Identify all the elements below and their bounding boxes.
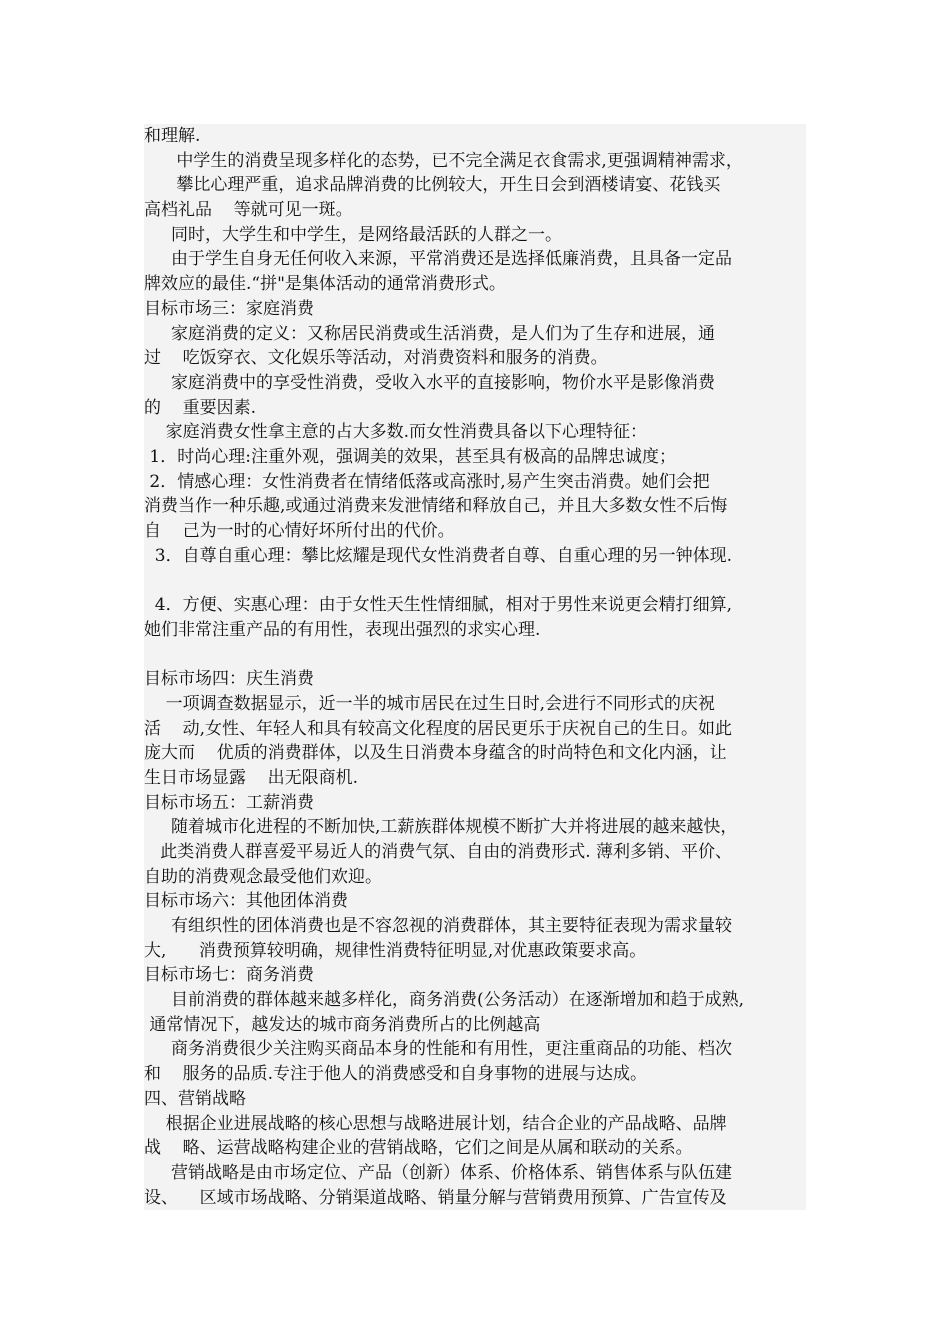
text-line: 庞大而 优质的消费群体，以及生日消费本身蕴含的时尚特色和文化内涵，让 [144,743,727,764]
blank-line [144,568,806,593]
text-line: 高档礼品 等就可见一斑。 [144,200,353,221]
text-line: 的 重要因素. [144,397,257,418]
text-line: 通常情况下，越发达的城市商务消费所占的比例越高 [144,1014,541,1035]
text-line: 家庭消费的定义：又称居民消费或生活消费，是人们为了生存和进展，通 [144,323,716,344]
list-item: 1．时尚心理:注重外观，强调美的效果，甚至具有极高的品牌忠诚度； [144,446,676,467]
text-line: 自助的消费观念最受他们欢迎。 [144,866,382,887]
document-text-block [144,124,806,1210]
text-line: 有组织性的团体消费也是不容忽视的消费群体，其主要特征表现为需求量较 [144,916,733,936]
text-line: 生日市场显露 出无限商机. [144,767,359,788]
text-line: 中学生的消费呈现多样化的态势，已不完全满足衣食需求,更强调精神需求， [144,150,743,171]
text-line: 牌效应的最佳.“拼"是集体活动的通常消费形式。 [144,274,506,295]
section-heading: 目标市场五：工薪消费 [144,792,314,813]
text-line: 此类消费人群喜爱平易近人的消费气氛、自由的消费形式. 薄利多销、平价、 [144,841,733,862]
text-line: 和理解. [144,126,201,146]
text-line: 家庭消费女性拿主意的占大多数.而女性消费具备以下心理特征： [144,422,648,443]
text-line: 消费当作一种乐趣,或通过消费来发泄情绪和释放自己，并且大多数女性不后悔 [144,496,728,517]
text-line: 由于学生自身无任何收入来源，平常消费还是选择低廉消费，且具备一定品 [144,249,733,270]
section-heading: 四、营销战略 [144,1088,246,1109]
text-line: 一项调查数据显示，近一半的城市居民在过生日时,会进行不同形式的庆祝 [144,693,716,714]
text-line: 活 动,女性、年轻人和具有较高文化程度的居民更乐于庆祝自己的生日。如此 [144,718,733,739]
text-line: 她们非常注重产品的有用性，表现出强烈的求实心理. [144,619,541,640]
list-item: 3．自尊自重心理：攀比炫耀是现代女性消费者自尊、自重心理的另一钟体现. [144,545,733,566]
text-line: 营销战略是由市场定位、产品（创新）体系、价格体系、销售体系与队伍建 [144,1162,733,1183]
text-line: 目前消费的群体越来越多样化，商务消费(公务活动）在逐渐增加和趋于成熟, [144,990,745,1011]
section-heading: 目标市场三：家庭消费 [144,298,314,319]
text-line: 过 吃饭穿衣、文化娱乐等活动，对消费资料和服务的消费。 [144,348,608,369]
section-heading: 目标市场六：其他团体消费 [144,891,348,912]
text-line: 自 己为一时的心情好坏所付出的代价。 [144,521,455,541]
text-line: 随着城市化进程的不断加快,工薪族群体规模不断扩大并将进展的越来越快， [144,817,738,838]
text-line: 大, 消费预算较明确，规律性消费特征明显,对优惠政策要求高。 [144,940,647,961]
text-line: 根据企业进展战略的核心思想与战略进展计划，结合企业的产品战略、品牌 [144,1113,727,1134]
text-line: 商务消费很少关注购买商品本身的性能和有用性，更注重商品的功能、档次 [144,1039,733,1060]
list-item: 4．方便、实惠心理：由于女性天生性情细腻，相对于男性来说更会精打细算, [144,595,733,616]
text-line: 攀比心理严重，追求品牌消费的比例较大，开生日会到酒楼请宴、花钱买 [144,175,721,196]
section-heading: 目标市场七：商务消费 [144,965,314,986]
text-line: 家庭消费中的享受性消费，受收入水平的直接影响，物价水平是影像消费 [144,372,716,393]
list-item: 2．情感心理：女性消费者在情绪低落或高涨时,易产生突击消费。她们会把 [144,471,710,492]
section-heading: 目标市场四：庆生消费 [144,669,314,690]
blank-line [144,642,806,667]
text-line: 同时，大学生和中学生，是网络最活跃的人群之一。 [144,224,563,245]
text-line: 战 略、运营战略构建企业的营销战略，它们之间是从属和联动的关系。 [144,1138,693,1159]
text-line: 设、 区域市场战略、分销渠道战略、销量分解与营销费用预算、广告宣传及 [144,1187,727,1208]
text-line: 和 服务的品质.专注于他人的消费感受和自身事物的进展与达成。 [144,1064,648,1085]
